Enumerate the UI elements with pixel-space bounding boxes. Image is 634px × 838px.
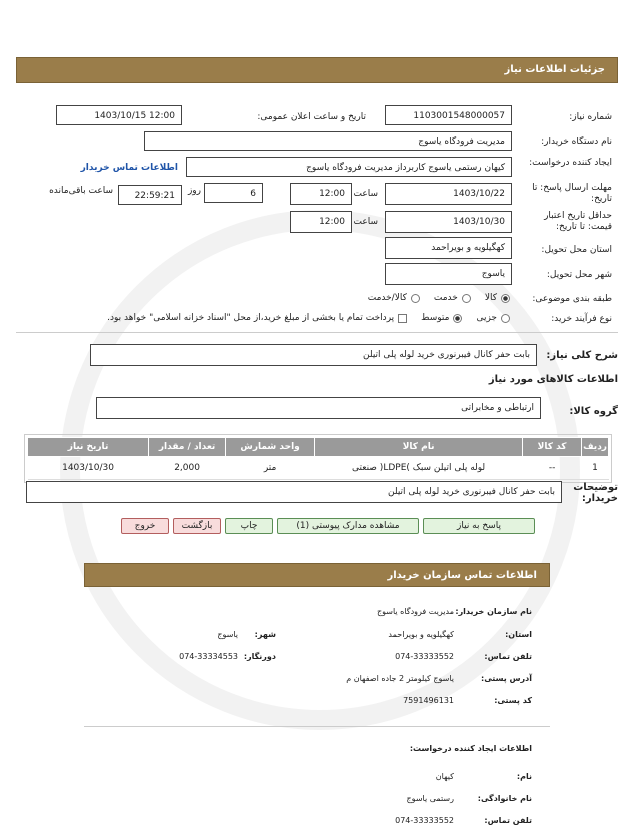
buyer-notes-label: توضیحات خریدار:	[573, 482, 618, 504]
need-number-label: شماره نیاز:	[569, 112, 612, 122]
goods-section-title: اطلاعات کالاهای مورد نیاز	[488, 374, 618, 385]
city-field: یاسوج	[385, 263, 512, 285]
process-option-medium[interactable]: متوسط	[421, 313, 462, 323]
remaining-label: ساعت باقی‌مانده	[49, 186, 113, 196]
process-label: نوع فرآیند خرید:	[551, 314, 612, 324]
contact-phone-value: 074-33333552	[395, 652, 454, 661]
category-option-service[interactable]: خدمت	[434, 293, 471, 303]
category-option-goods[interactable]: کالا	[485, 293, 510, 303]
announce-label: تاریخ و ساعت اعلان عمومی:	[257, 112, 366, 122]
cell-unit: متر	[226, 457, 315, 480]
table-row	[28, 457, 609, 480]
contact-org-label: نام سازمان خریدار:	[455, 607, 532, 616]
validity-time-field: 12:00	[290, 211, 352, 233]
col-code: کد کالا	[523, 438, 582, 457]
contact-title: اطلاعات تماس سازمان خریدار	[387, 570, 537, 581]
contact-city-label: شهر:	[254, 630, 276, 639]
city-label: شهر محل تحویل:	[546, 270, 612, 280]
remaining-time-field: 22:59:21	[118, 185, 182, 205]
deadline-date-field: 1403/10/22	[385, 183, 512, 205]
contact-fax-label: دورنگار:	[243, 652, 276, 661]
buyer-label: نام دستگاه خریدار:	[541, 137, 612, 147]
buyer-notes-field: بابت حفر کانال فیبرنوری خرید لوله پلی اتیلن	[26, 481, 562, 503]
col-row: ردیف	[582, 438, 609, 457]
creator-phone-label: تلفن تماس:	[484, 816, 532, 825]
radio-selected	[453, 314, 462, 323]
items-table	[27, 437, 609, 480]
page-title: جزئیات اطلاعات نیاز	[504, 64, 605, 75]
category-radio-group	[368, 293, 510, 303]
contact-org-value: مدیریت فرودگاه یاسوج	[376, 607, 454, 616]
cell-qty: 2,000	[149, 457, 226, 480]
category-option-both[interactable]: کالا/خدمت	[368, 293, 420, 303]
radio-unselected	[462, 294, 471, 303]
checkbox-unchecked	[398, 314, 407, 323]
summary-field: بابت حفر کانال فیبرنوری خرید لوله پلی اتیلن	[90, 344, 537, 366]
attachments-button[interactable]: مشاهده مدارک پیوستی (1)	[277, 518, 419, 534]
cell-name: لوله پلی اتیلن سبک )LDPE( صنعتی	[315, 457, 523, 480]
validity-date-field: 1403/10/30	[385, 211, 512, 233]
contact-address-label: آدرس پستی:	[481, 674, 532, 683]
category-label: طبقه بندی موضوعی:	[532, 294, 612, 304]
goods-group-label: گروه کالا:	[569, 406, 618, 417]
process-option-partial[interactable]: جزیی	[476, 313, 510, 323]
goods-group-field: ارتباطی و مخابراتی	[96, 397, 541, 419]
payment-checkbox-option[interactable]: پرداخت تمام یا بخشی از مبلغ خرید،از محل "اسناد خزانه اسلامی" خواهد بود.	[107, 313, 407, 323]
reply-button[interactable]: پاسخ به نیاز	[423, 518, 535, 534]
need-number-field: 1103001548000057	[385, 105, 512, 125]
announce-field: 1403/10/15 12:00	[56, 105, 182, 125]
deadline-time-label: ساعت	[353, 189, 378, 199]
creator-name-label: نام:	[516, 772, 532, 781]
creator-family-label: نام خانوادگی:	[477, 794, 532, 803]
radio-selected	[501, 294, 510, 303]
page-header	[16, 57, 618, 83]
province-field: کهگیلویه و بویراحمد	[385, 237, 512, 259]
creator-family-value: رستمی یاسوج	[406, 794, 454, 803]
col-date: تاریخ نیاز	[28, 438, 149, 457]
process-radio-group	[107, 313, 510, 323]
back-button[interactable]: بازگشت	[173, 518, 221, 534]
print-button[interactable]: چاپ	[225, 518, 273, 534]
contact-province-label: استان:	[505, 630, 532, 639]
contact-divider	[84, 726, 550, 727]
summary-label: شرح کلی نیاز:	[546, 350, 618, 361]
creator-field: کیهان رستمی یاسوج کاربرداز مدیریت فرودگاه یاسوج	[186, 157, 512, 177]
contact-fax-value: 074-33334553	[179, 652, 238, 661]
cell-row: 1	[582, 457, 609, 480]
contact-phone-label: تلفن تماس:	[484, 652, 532, 661]
contact-postal-value: 7591496131	[403, 696, 454, 705]
items-table-wrap	[24, 434, 612, 483]
exit-button[interactable]: خروج	[121, 518, 169, 534]
col-unit: واحد شمارش	[226, 438, 315, 457]
creator-name-value: کیهان	[435, 772, 454, 781]
contact-header	[84, 563, 550, 587]
table-header-row	[28, 438, 609, 457]
cell-code: --	[523, 457, 582, 480]
validity-label: حداقل تاریخ اعتبار قیمت: تا تاریخ:	[544, 211, 612, 232]
contact-province-value: کهگیلویه و بویراحمد	[388, 630, 454, 639]
validity-time-label: ساعت	[353, 217, 378, 227]
contact-address-value: یاسوج کیلومتر 2 جاده اصفهان م	[346, 674, 454, 683]
contact-city-value: یاسوج	[217, 630, 238, 639]
creator-info-title: اطلاعات ایجاد کننده درخواست:	[409, 744, 532, 753]
deadline-time-field: 12:00	[290, 183, 352, 205]
radio-unselected	[411, 294, 420, 303]
section-divider	[16, 332, 618, 333]
creator-phone-value: 074-33333552	[395, 816, 454, 825]
buyer-contact-link[interactable]: اطلاعات تماس خریدار	[80, 163, 178, 173]
days-field: 6	[204, 183, 263, 203]
cell-date: 1403/10/30	[28, 457, 149, 480]
radio-unselected	[501, 314, 510, 323]
province-label: استان محل تحویل:	[541, 245, 612, 255]
buyer-field: مدیریت فرودگاه یاسوج	[144, 131, 512, 151]
days-label: روز	[187, 186, 201, 196]
deadline-label: مهلت ارسال پاسخ: تا تاریخ:	[532, 183, 612, 204]
contact-postal-label: کد پستی:	[494, 696, 532, 705]
col-name: نام کالا	[315, 438, 523, 457]
col-qty: تعداد / مقدار	[149, 438, 226, 457]
creator-label: ایجاد کننده درخواست:	[529, 158, 612, 168]
